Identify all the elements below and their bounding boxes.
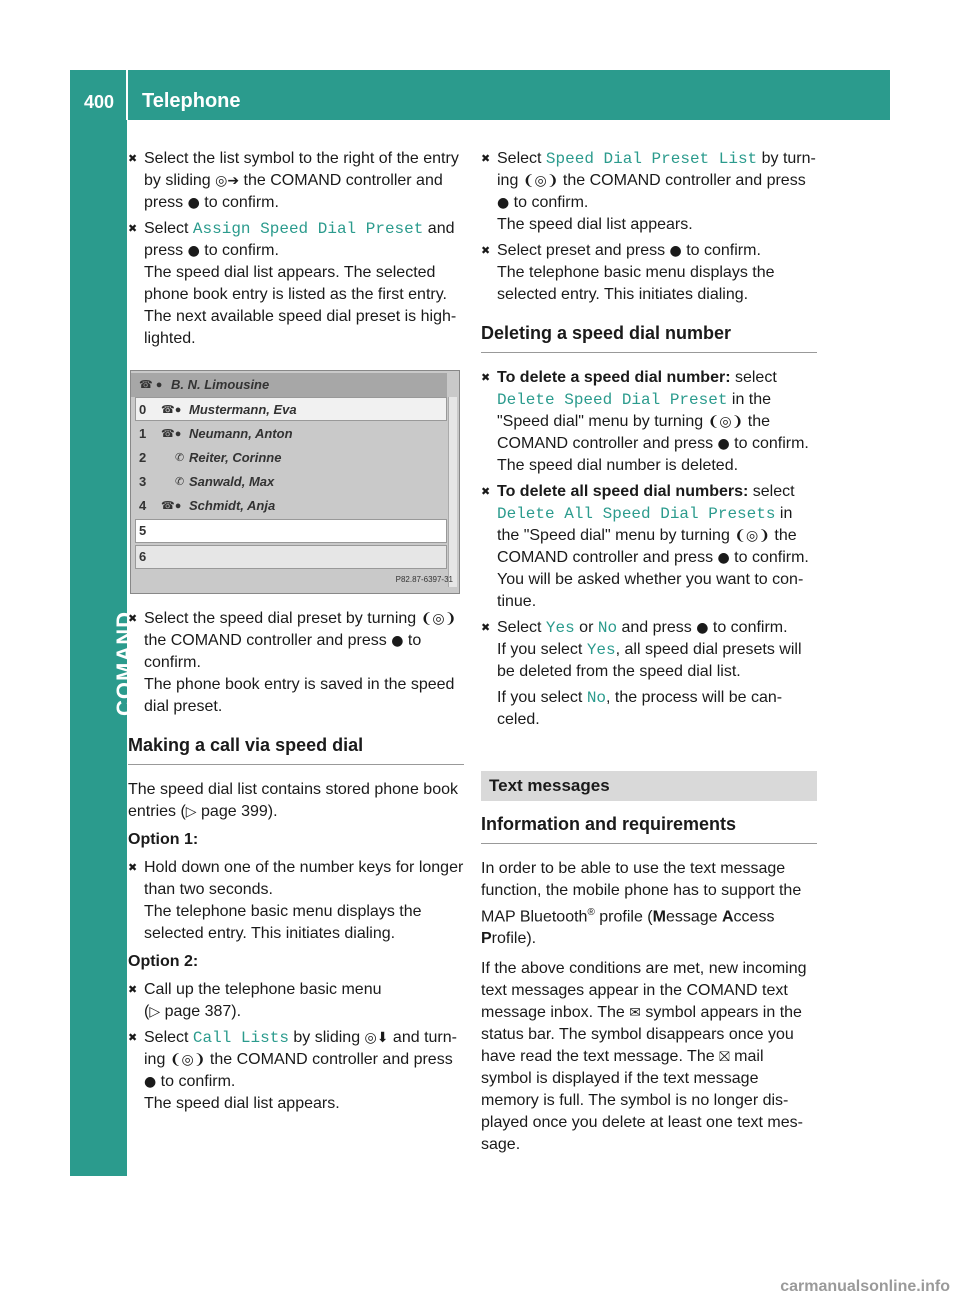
- page-number: 400: [84, 92, 115, 112]
- step-result: If you select Yes, all speed dial presets will be deleted from the speed dial list.: [497, 641, 802, 680]
- menu-item-code: Speed Dial Preset List: [545, 150, 758, 168]
- chapter-tab: [70, 120, 137, 1176]
- page-header: [70, 70, 890, 120]
- step-result: The speed dial number is deleted.: [497, 457, 739, 474]
- step-result: The speed dial list appears.: [497, 216, 693, 233]
- option-label: Option 2:: [128, 953, 199, 970]
- paragraph: If the above conditions are met, new incoming text messages appear in the COMAND text message inbox. The ✉ symbol appears in the status bar. The symbol disappears once you have read the text message. The ⛝ mail symbol is displayed if the text message memory is full. The symbol is no longer displayed once you delete at least one text message.: [481, 960, 807, 1154]
- controller-turn-icon: ❨◎❩: [420, 611, 457, 627]
- paragraph: The speed dial list contains stored phone book entries (▷ page 399).: [128, 781, 458, 820]
- chapter-tab-divider: [70, 1176, 127, 1180]
- controller-turn-icon: ❨◎❩: [734, 528, 770, 544]
- phone-icon: ☎ ●: [139, 379, 163, 391]
- controller-turn-icon: ❨◎❩: [522, 173, 559, 189]
- section-heading: Deleting a speed dial number: [481, 322, 817, 353]
- instruction-step: ✖ Select Call Lists by sliding ◎⬇ and turning ❨◎❩ the COMAND controller and press ● to confirm. The speed dial list appears.: [128, 1027, 464, 1115]
- list-item: 1 ☎● Neumann, Anton: [131, 422, 447, 446]
- section-heading: Making a call via speed dial: [128, 734, 464, 765]
- list-item: 6: [139, 549, 147, 564]
- instruction-step: ✖ Call up the telephone basic menu (▷ page 387).: [128, 979, 464, 1023]
- figure-code: P82.87-6397-31: [395, 575, 453, 584]
- instruction-step: ✖ Select Speed Dial Preset List by turning ❨◎❩ the COMAND controller and press ● to confirm. The speed dial list appears.: [481, 148, 817, 236]
- instruction-step: ✖ To delete a speed dial number: select Delete Speed Dial Preset in the "Speed dial" menu by turning ❨◎❩ the COMAND controller and press ● to confirm. The speed dial number is deleted.: [481, 367, 817, 477]
- list-item: 5: [139, 523, 147, 538]
- controller-turn-icon: ❨◎❩: [169, 1052, 206, 1068]
- controller-press-icon: ●: [187, 195, 200, 211]
- option-label: Option 1:: [128, 831, 199, 848]
- controller-press-icon: ●: [497, 195, 510, 211]
- controller-slide-down-icon: ◎⬇: [364, 1030, 389, 1046]
- envelope-icon: ✉: [629, 1005, 641, 1022]
- menu-item-code: No: [586, 689, 607, 707]
- mail-full-icon: ⛝: [719, 1049, 730, 1066]
- controller-press-icon: ●: [717, 550, 730, 566]
- step-result: The telephone basic menu displays the selected entry. This initiates dialing.: [144, 903, 422, 942]
- controller-press-icon: ●: [187, 243, 200, 259]
- chapter-label: COMAND: [112, 611, 137, 716]
- menu-item-code: Call Lists: [192, 1029, 289, 1047]
- controller-press-icon: ●: [669, 243, 682, 259]
- list-item: ☎ ● B. N. Limousine: [131, 373, 447, 397]
- right-column: [481, 148, 817, 1156]
- controller-press-icon: ●: [391, 633, 404, 649]
- step-result: The telephone basic menu displays the selected entry. This initiates dialing.: [497, 264, 775, 303]
- phone-icon: ☎●: [161, 404, 182, 416]
- controller-slide-right-icon: ◎➔: [215, 173, 240, 189]
- step-result: If you select No, the process will be canceled.: [497, 689, 783, 728]
- instruction-step: ✖ Select preset and press ● to confirm. The telephone basic menu displays the selected entry. This initiates dialing.: [481, 240, 817, 306]
- watermark: carmanualsonline.info: [780, 1278, 950, 1295]
- section-band: Text messages: [481, 771, 817, 801]
- menu-item-code: Yes: [586, 641, 616, 659]
- instruction-step: ✖ To delete all speed dial numbers: select Delete All Speed Dial Presets in the "Speed dial" menu by turning ❨◎❩ the COMAND controller and press ● to confirm. You will be asked whether you want to continue.: [481, 481, 817, 613]
- controller-press-icon: ●: [696, 620, 709, 636]
- controller-press-icon: ●: [144, 1074, 157, 1090]
- controller-press-icon: ●: [717, 436, 730, 452]
- step-result: The phone book entry is saved in the speed dial preset.: [144, 676, 455, 715]
- instruction-step: ✖ Select the list symbol to the right of the entry by sliding ◎➔ the COMAND controller and press ● to confirm.: [128, 148, 464, 214]
- instruction-step: ✖ Select Yes or No and press ● to confirm. If you select Yes, all speed dial presets will be deleted from the speed dial list. If you select No, the process will be canceled.: [481, 617, 817, 731]
- mobile-icon: ✆: [175, 476, 185, 488]
- menu-item-code: Assign Speed Dial Preset: [192, 220, 424, 238]
- phone-icon: ☎●: [161, 428, 182, 440]
- page-ref-icon: ▷: [149, 1004, 161, 1020]
- menu-item-code: Delete All Speed Dial Presets: [497, 505, 776, 523]
- controller-turn-icon: ❨◎❩: [707, 414, 744, 430]
- instruction-step: ✖ Select the speed dial preset by turning ❨◎❩ the COMAND controller and press ● to confirm. The phone book entry is saved in the speed dial preset.: [128, 608, 464, 718]
- mobile-icon: ✆: [175, 452, 185, 464]
- scrollbar: [448, 397, 457, 587]
- list-item: 0 ☎● Mustermann, Eva: [131, 398, 447, 422]
- speed-dial-screen: [130, 370, 460, 594]
- list-item: 3 ✆ Sanwald, Max: [131, 470, 447, 494]
- instruction-step: ✖ Select Assign Speed Dial Preset and press ● to confirm. The speed dial list appears. The selected phone book entry is listed as the first entry. The next available speed dial preset is highlighted.: [128, 218, 464, 350]
- step-result: The speed dial list appears.: [144, 1095, 340, 1112]
- list-item: 4 ☎● Schmidt, Anja: [131, 494, 447, 518]
- left-column: [128, 148, 464, 1119]
- step-result: The speed dial list appears. The selected phone book entry is listed as the first entry. The next available speed dial preset is highlighted.: [144, 264, 457, 347]
- step-result: You will be asked whether you want to continue.: [497, 571, 804, 610]
- section-heading: Information and requirements: [481, 813, 817, 844]
- phone-icon: ☎●: [161, 500, 182, 512]
- list-item: 2 ✆ Reiter, Corinne: [131, 446, 447, 470]
- paragraph: In order to be able to use the text message function, the mobile phone has to support the MAP Bluetooth® profile (Message Access Profile).: [481, 860, 802, 948]
- menu-item-code: No: [597, 619, 618, 637]
- header-divider: [126, 70, 128, 120]
- page-ref-icon: ▷: [185, 804, 197, 820]
- page-title: Telephone: [142, 90, 241, 112]
- instruction-step: ✖ Hold down one of the number keys for longer than two seconds. The telephone basic menu displays the selected entry. This initiates dialing.: [128, 857, 464, 945]
- menu-item-code: Yes: [545, 619, 575, 637]
- menu-item-code: Delete Speed Dial Preset: [497, 391, 728, 409]
